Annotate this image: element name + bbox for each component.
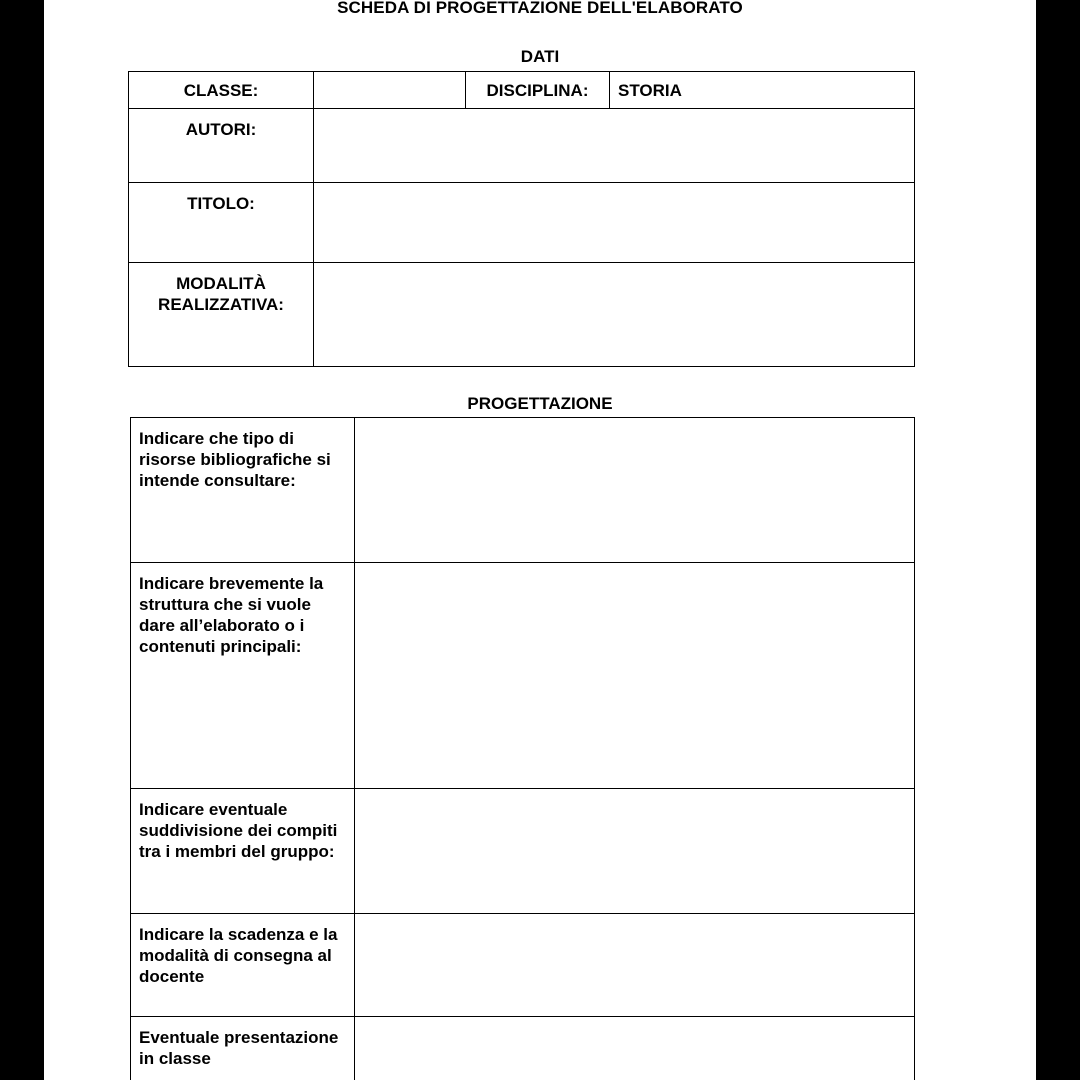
titolo-row bbox=[129, 183, 915, 263]
document-title: SCHEDA DI PROGETTAZIONE DELL'ELABORATO bbox=[337, 0, 743, 17]
progettazione-row bbox=[131, 563, 915, 789]
autori-field[interactable] bbox=[314, 109, 915, 183]
section-title-progettazione: PROGETTAZIONE bbox=[467, 394, 613, 413]
titolo-field[interactable] bbox=[314, 183, 915, 263]
disciplina-label: DISCIPLINA: bbox=[466, 72, 610, 109]
struttura-label: Indicare brevemente la struttura che si vuole dare all’elaborato o i contenuti principali: bbox=[131, 563, 355, 789]
modalita-label bbox=[129, 263, 314, 367]
risorse-field[interactable] bbox=[355, 418, 915, 563]
autori-row bbox=[129, 109, 915, 183]
progettazione-row bbox=[131, 789, 915, 914]
modalita-label-line1: MODALITÀ bbox=[176, 274, 266, 293]
modalita-row bbox=[129, 263, 915, 367]
autori-label: AUTORI: bbox=[129, 109, 314, 183]
compiti-label: Indicare eventuale suddivisione dei compiti tra i membri del gruppo: bbox=[131, 789, 355, 914]
presentazione-label: Eventuale presentazione in classe bbox=[131, 1017, 355, 1080]
compiti-field[interactable] bbox=[355, 789, 915, 914]
progettazione-row bbox=[131, 1017, 915, 1080]
disciplina-field[interactable]: STORIA bbox=[610, 72, 915, 109]
section-title-dati: DATI bbox=[520, 47, 560, 66]
classe-label: CLASSE: bbox=[129, 72, 314, 109]
dati-table bbox=[128, 71, 915, 367]
progettazione-table bbox=[130, 417, 915, 1080]
classe-field[interactable] bbox=[314, 72, 466, 109]
classe-row bbox=[129, 72, 915, 109]
risorse-label: Indicare che tipo di risorse bibliografiche si intende consultare: bbox=[131, 418, 355, 563]
modalita-label-line2: REALIZZATIVA: bbox=[158, 295, 284, 314]
scadenza-label: Indicare la scadenza e la modalità di consegna al docente bbox=[131, 914, 355, 1017]
presentazione-field[interactable] bbox=[355, 1017, 915, 1080]
titolo-label: TITOLO: bbox=[129, 183, 314, 263]
progettazione-row bbox=[131, 418, 915, 563]
modalita-field[interactable] bbox=[314, 263, 915, 367]
struttura-field[interactable] bbox=[355, 563, 915, 789]
scadenza-field[interactable] bbox=[355, 914, 915, 1017]
document-page bbox=[44, 0, 1036, 1080]
progettazione-row bbox=[131, 914, 915, 1017]
